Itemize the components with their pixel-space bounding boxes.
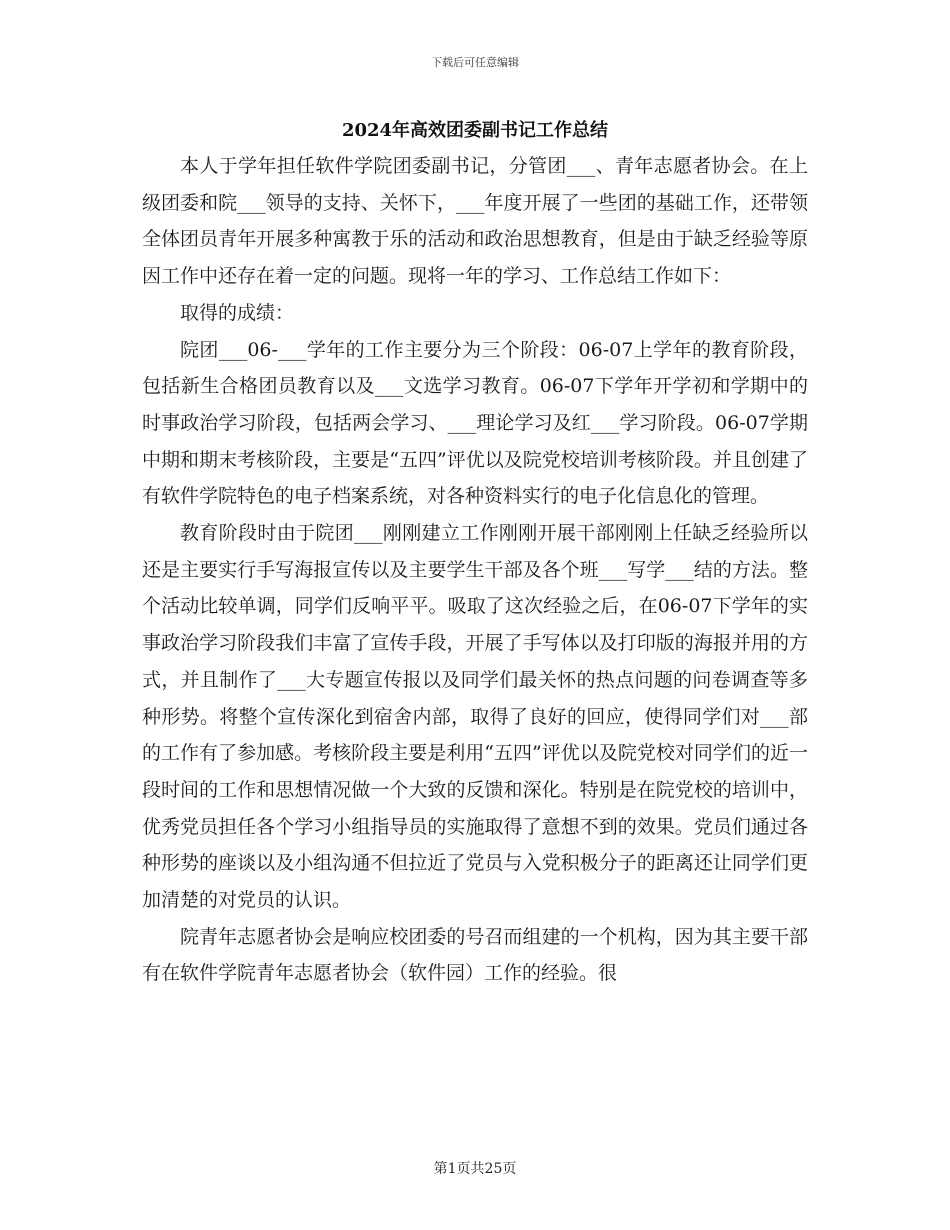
paragraph-achievements-heading: 取得的成绩： bbox=[180, 301, 295, 324]
document-title: 2024年高效团委副书记工作总结 bbox=[341, 120, 609, 141]
paragraph-volunteer-association: 院青年志愿者协会是响应校团委的号召而组建的一个机构，因为其主要干部有在软件学院青年志愿者协会（软件园）工作的经验。很 bbox=[142, 925, 808, 985]
paragraph-education-stage: 教育阶段时由于院团___刚刚建立工作刚刚开展干部刚刚上任缺乏经验所以还是主要实行手写海报宣传以及主要学生干部及各个班___写学___结的方法。整个活动比较单调，同学们反响平平。吸取了这次经验之后，在06-07下学年的实事政治学习阶段我们丰富了宣传手段，开展了手写体以及打印版的海报并用的方式，并且制作了___大专题宣传报以及同学们最关怀的热点问题的问卷调查等多种形势。将整个宣传深化到宿舍内部，取得了良好的回应，使得同学们对___部的工作有了参加感。考核阶段主要是利用“五四”评优以及院党校对同学们的近一段时间的工作和思想情况做一个大致的反馈和深化。特别是在院党校的培训中，优秀党员担任各个学习小组指导员的实施取得了意想不到的效果。党员们通过各种形势的座谈以及小组沟通不但拉近了党员与入党积极分子的距离还让同学们更加清楚的对党员的认识。 bbox=[142, 522, 808, 912]
page-header-note: 下载后可任意编辑 bbox=[431, 56, 519, 69]
paragraph-intro: 本人于学年担任软件学院团委副书记，分管团___、青年志愿者协会。在上级团委和院___领导的支持、关怀下，___年度开展了一些团的基础工作，还带领全体团员青年开展多种寓教于乐的活动和政治思想教育，但是由于缺乏经验等原因工作中还存在着一定的问题。现将一年的学习、工作总结工作如下： bbox=[142, 155, 808, 288]
paragraph-stages: 院团___06-___学年的工作主要分为三个阶段：06-07上学年的教育阶段，包括新生合格团员教育以及___文选学习教育。06-07下学年开学初和学期中的时事政治学习阶段，包括两会学习、___理论学习及红___学习阶段。06-07学期中期和期末考核阶段，主要是“五四”评优以及院党校培训考核阶段。并且创建了有软件学院特色的电子档案系统，对各种资料实行的电子化信息化的管理。 bbox=[142, 338, 808, 508]
page-number: 第1页共25页 bbox=[433, 1161, 517, 1177]
document-body bbox=[142, 148, 808, 992]
